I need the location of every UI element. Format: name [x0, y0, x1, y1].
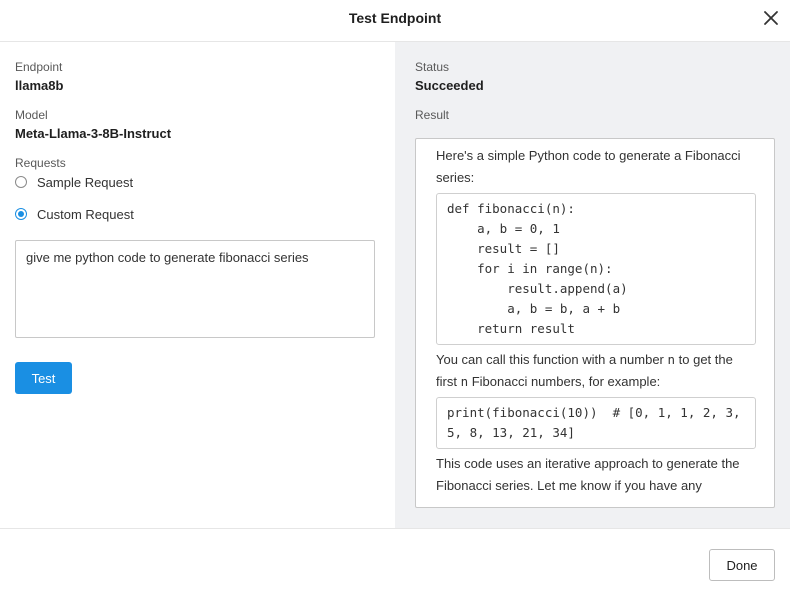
result-intro: Here's a simple Python code to generate a Fibonacci series: — [436, 148, 741, 185]
endpoint-label: Endpoint — [15, 60, 63, 74]
requests-label: Requests — [15, 156, 66, 170]
request-panel — [0, 42, 395, 528]
code-block-function: def fibonacci(n): a, b = 0, 1 result = [] for i in range(n): result.append(a) a, b = b, a + b return result — [436, 193, 756, 345]
dialog-title: Test Endpoint — [348, 10, 442, 26]
result-panel — [395, 42, 790, 528]
model-label: Model — [15, 108, 48, 122]
usage-text-1: You can call this function with a number — [436, 352, 668, 367]
test-button[interactable]: Test — [15, 362, 72, 394]
done-button[interactable]: Done — [709, 549, 775, 581]
result-outro: This code uses an iterative approach to generate the Fibonacci series. Let me know if you have any — [436, 456, 740, 493]
result-usage — [436, 349, 756, 393]
status-label: Status — [415, 60, 450, 74]
result-output[interactable] — [415, 138, 775, 508]
radio-label: Sample Request — [37, 174, 134, 190]
radio-custom-request[interactable] — [15, 205, 134, 223]
inline-code-n-2: n — [460, 374, 469, 389]
usage-text-3: Fibonacci numbers, for example: — [468, 374, 661, 389]
usage-text-2: to get the first — [436, 352, 733, 389]
custom-request-input[interactable] — [15, 240, 375, 338]
dialog-footer — [0, 528, 790, 592]
close-icon[interactable] — [762, 9, 780, 27]
radio-unchecked-icon[interactable] — [15, 176, 27, 188]
dialog-header — [0, 0, 790, 42]
result-label: Result — [415, 108, 450, 122]
radio-checked-icon[interactable] — [15, 208, 27, 220]
radio-label: Custom Request — [37, 206, 134, 222]
inline-code-n: n — [667, 352, 676, 367]
endpoint-value: llama8b — [15, 78, 64, 93]
result-content — [436, 145, 756, 497]
code-block-example: print(fibonacci(10)) # [0, 1, 1, 2, 3, 5, 8, 13, 21, 34] — [436, 397, 756, 449]
radio-sample-request[interactable] — [15, 173, 133, 191]
model-value: Meta-Llama-3-8B-Instruct — [15, 126, 172, 141]
status-value: Succeeded — [415, 78, 484, 93]
